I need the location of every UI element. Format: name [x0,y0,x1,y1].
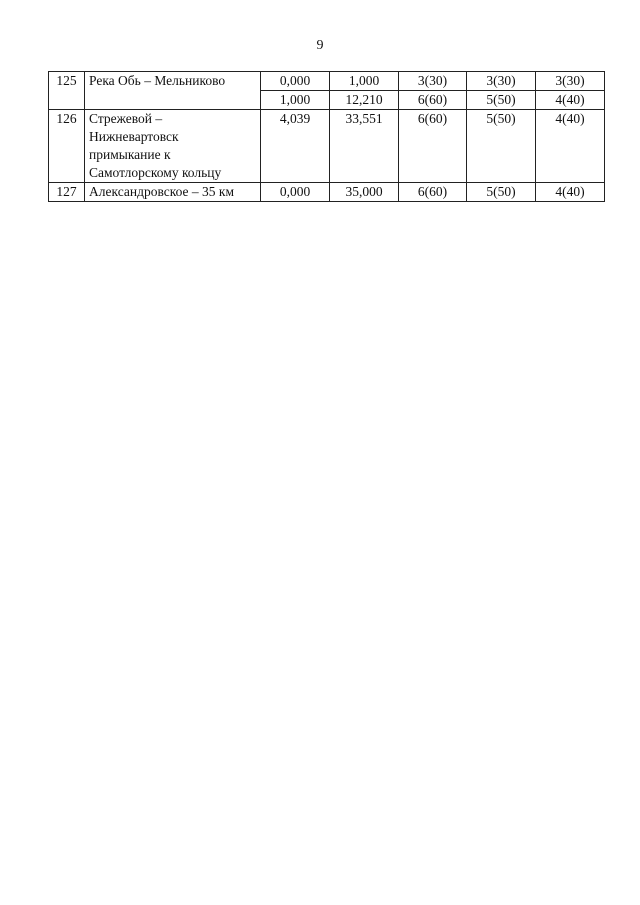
table-row [49,183,605,202]
value-col-2: 3(30) [467,72,536,91]
end-km: 33,551 [330,110,399,183]
value-col-2: 5(50) [467,110,536,183]
road-name: Александровское – 35 км [85,183,261,202]
row-number: 125 [49,72,85,110]
end-km: 35,000 [330,183,399,202]
end-km: 12,210 [330,91,399,110]
start-km: 0,000 [261,72,330,91]
start-km: 1,000 [261,91,330,110]
start-km: 4,039 [261,110,330,183]
value-col-1: 6(60) [399,183,467,202]
start-km: 0,000 [261,183,330,202]
value-col-2: 5(50) [467,91,536,110]
road-name-line: Самотлорскому кольцу [89,165,222,180]
value-col-1: 3(30) [399,72,467,91]
table-row [49,110,605,183]
row-number: 126 [49,110,85,183]
value-col-2: 5(50) [467,183,536,202]
road-name: Река Обь – Мельниково [85,72,261,110]
page-number: 9 [316,38,324,53]
road-name [85,110,261,183]
value-col-3: 4(40) [536,183,605,202]
road-name-line: Нижневартовск [89,129,179,144]
road-name-line: примыкание к [89,147,171,162]
road-name-line: Стрежевой – [89,111,163,126]
end-km: 1,000 [330,72,399,91]
road-table [48,71,605,202]
value-col-1: 6(60) [399,91,467,110]
row-number: 127 [49,183,85,202]
table-row [49,72,605,91]
value-col-3: 3(30) [536,72,605,91]
value-col-3: 4(40) [536,110,605,183]
value-col-1: 6(60) [399,110,467,183]
value-col-3: 4(40) [536,91,605,110]
